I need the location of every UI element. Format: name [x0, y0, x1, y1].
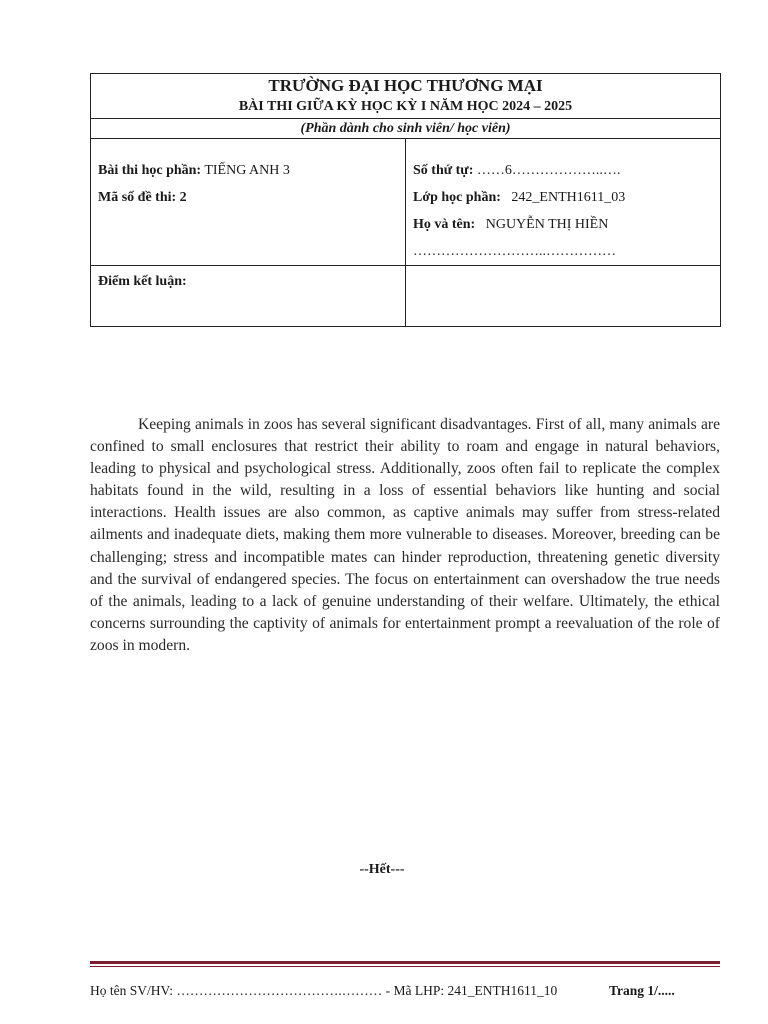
score-cell	[91, 266, 406, 327]
footer-rule-thin	[90, 966, 720, 967]
name-line	[413, 211, 720, 238]
order-value: ……6………………..….	[473, 163, 621, 178]
student-info-left	[91, 139, 406, 266]
end-mark	[0, 862, 768, 878]
order-label: Số thứ tự:	[413, 163, 474, 178]
order-line	[413, 157, 720, 184]
end-mark-text: --Hết---	[359, 862, 405, 877]
class-value: 242_ENTH1611_03	[500, 190, 626, 205]
class-line	[413, 184, 720, 211]
essay-paragraph: Keeping animals in zoos has several significant disadvantages. First of all, many animals are confined to small enclosures that restrict their ability to roam and engage in natural behaviors, leading to physical and psychological stress. Additionally, zoos often fail to replicate the complex habitats found in the wild, resulting in a loss of essential behaviors like hunting and social interactions. Health issues are also common, as captive animals may suffer from stress-related ailments and inadequate diets, making them more vulnerable to diseases. Moreover, breeding can be challenging; stress and incompatible mates can hinder reproduction, threatening genetic diversity and the survival of endangered species. The focus on entertainment can overshadow the true needs of the animals, leading to a lack of genuine understanding of their welfare. Ultimately, the ethical concerns surrounding the captivity of animals for entertainment prompt a reevaluation of the role of zoos in modern.	[90, 416, 720, 654]
dots-line: ………………………..……………	[413, 244, 616, 259]
title-cell	[91, 74, 721, 119]
footer-student-info: Họ tên SV/HV: ……………………………….……… - Mã LHP: 241_ENTH1611_10	[90, 983, 558, 998]
subject-value: TIẾNG ANH 3	[201, 163, 290, 178]
exam-header-table	[90, 73, 721, 327]
exam-title: BÀI THI GIỮA KỲ HỌC KỲ I NĂM HỌC 2024 – 2025	[238, 99, 573, 114]
page-footer	[90, 983, 730, 999]
exam-code: Mã số đề thi: 2	[98, 190, 187, 205]
student-info-right	[406, 139, 721, 266]
university-name: TRƯỜNG ĐẠI HỌC THƯƠNG MẠI	[268, 76, 543, 95]
subject-line	[98, 157, 405, 184]
page-number: Trang 1/.....	[609, 983, 675, 998]
score-value-cell	[406, 266, 721, 327]
subject-label: Bài thi học phần:	[98, 163, 202, 178]
subtitle: (Phần dành cho sinh viên/ học viên)	[91, 119, 721, 139]
name-label: Họ và tên:	[413, 217, 476, 232]
footer-rule-thick	[90, 961, 720, 964]
score-label: Điểm kết luận:	[98, 274, 187, 289]
class-label: Lớp học phần:	[413, 190, 501, 205]
name-value: NGUYỄN THỊ HIỀN	[475, 217, 609, 232]
